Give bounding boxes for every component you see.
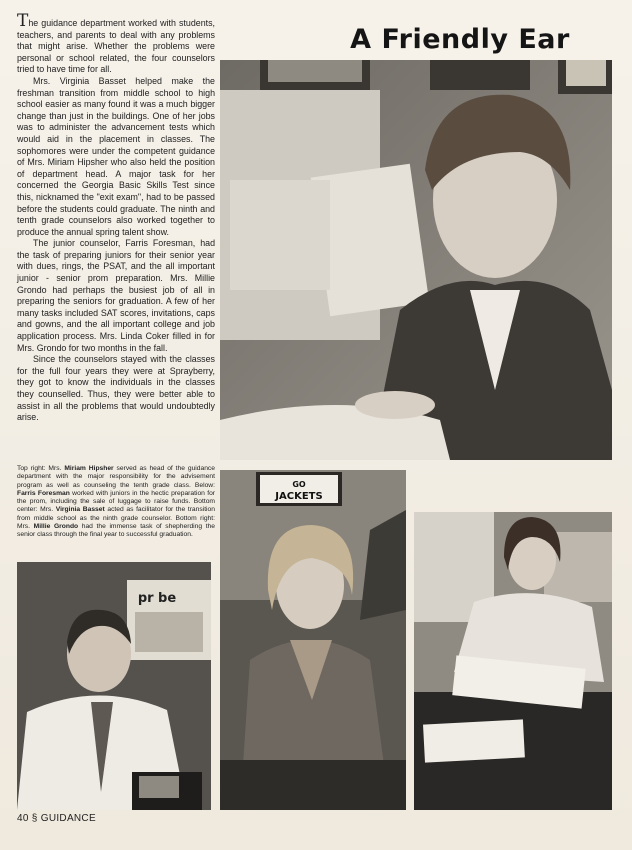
caption-text: Top right: Mrs. [17,465,65,472]
sign-text-line1: GO [292,480,306,489]
drop-cap: T [17,11,29,31]
photo-foresman-image [17,562,211,810]
caption-name: Farris Foresman [17,489,70,497]
photo-caption [17,465,215,540]
paragraph-1 [17,11,215,76]
caption-name: Virginia Basset [55,506,105,514]
photo-basset-image [220,470,406,810]
photo-grondo [414,512,612,810]
paragraph-4: Since the counselors stayed with the classes for the full four years they were at Sprayberry, they got to know the individuals in the classes they counselled. Thus, they were better able to assist in all the problems that would undoubtedly arise. [17,354,215,423]
photo-foresman [17,562,211,810]
caption-name: Millie Grondo [33,523,79,531]
paragraph-2: Mrs. Virginia Basset helped make the freshman transition from middle school to high school easier as many found it was a much bigger change than just in the buildings. One of her jobs was to administer the advancement tests which would aid in the placement in classes. The sophomores were under the competent guidance of Mrs. Miriam Hipsher who also held the position of department head. A major task for her concerned the Georgia Basic Skills Test since this, nicknamed the "exit exam", had to be passed before the students could graduate. The ninth and tenth grade counselors also worked together to produce the annual spring talent show. [17,75,215,237]
photo-hipsher-image [220,60,612,460]
sign-text-line2: JACKETS [275,491,323,502]
page-title: A Friendly Ear [350,24,570,55]
paragraph-1-text: he guidance department worked with students, teachers, and parents to deal with any problems that might arise. Whether the problems were personal or school related, the four counselors tried to have time for all. [17,18,215,75]
poster-text: pr be [137,591,177,606]
article-body [17,11,215,424]
caption-text: served as head of the guidance department with the major responsibility for the advisement program as well as counseling the tenth grade class. Below: [17,465,215,489]
caption-name: Miriam Hipsher [64,465,114,472]
caption-text: had the immense task of shepherding the senior class through the final year to successful graduation. [17,523,215,539]
caption-text: worked with juniors in the hectic preparation for the prom, including the sale of luggage to raise funds. Bottom center: Mrs. [17,489,216,514]
photo-grondo-image [414,512,612,810]
photo-hipsher [220,60,612,460]
caption-text: acted as facilitator for the transition from middle school as the ninth grade counselor. Bottom right: Mrs. [17,506,215,531]
page-folio: 40 § GUIDANCE [17,813,96,824]
paragraph-3: The junior counselor, Farris Foresman, had the task of preparing juniors for their senior year with dues, rings, the PSAT, and the all important junior - senior prom preparation. Mrs. Millie Grondo had perhaps the busiest job of all in preparing the seniors for graduation. A few of her many tasks included SAT scores, invitations, caps and gowns, and the all important college and job application process. Mrs. Linda Coker filled in for Mrs. Grondo for two months in the fall. [17,238,215,353]
photo-basset [220,470,406,810]
